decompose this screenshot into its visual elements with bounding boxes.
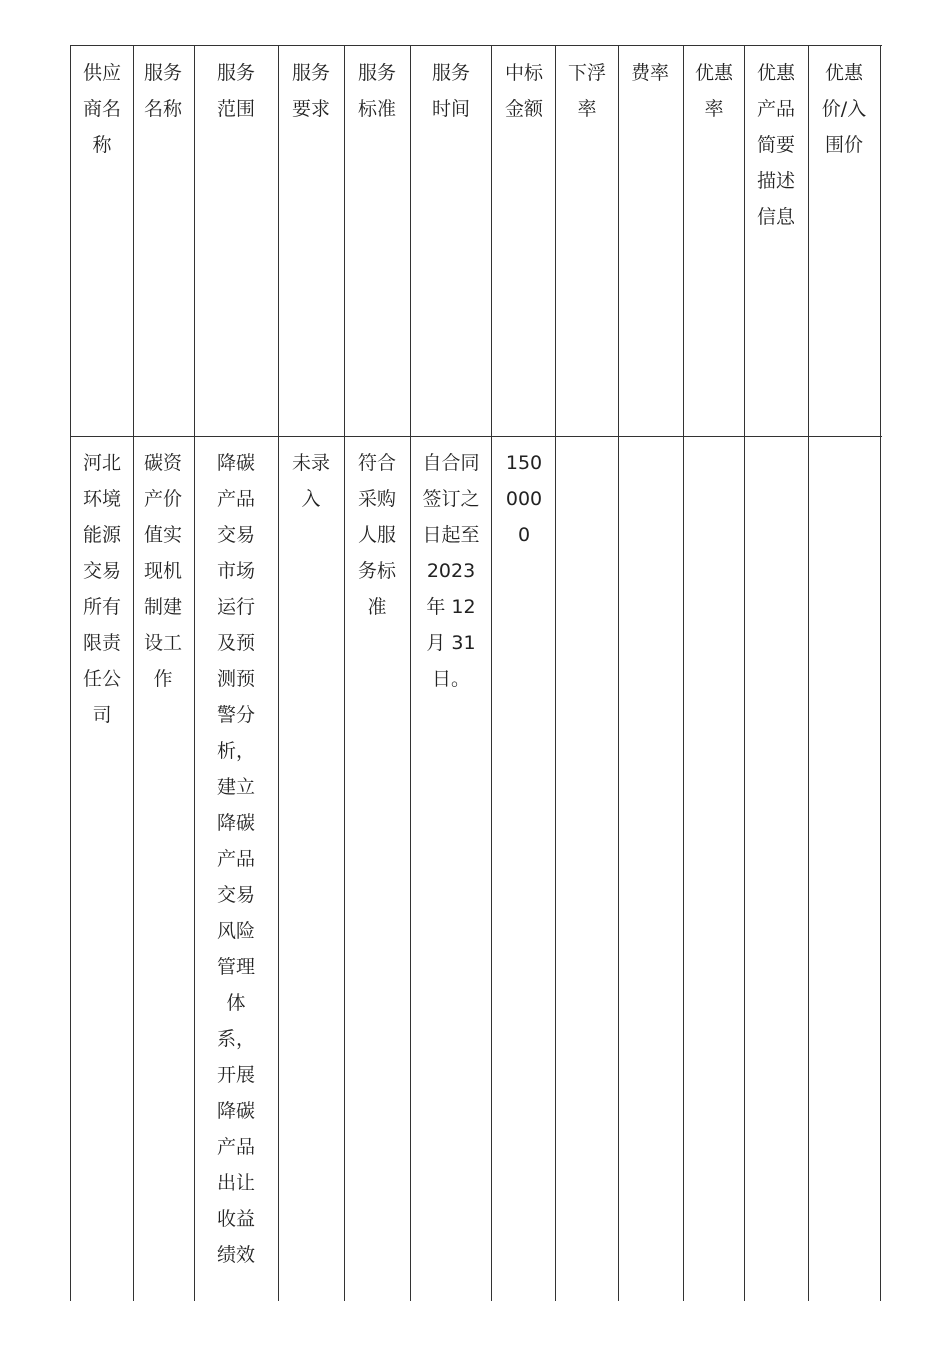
cell-service-requirement: 未录入: [291, 452, 330, 510]
header-fee-rate: 费率: [630, 62, 669, 84]
table-top-border: [70, 45, 882, 46]
col-border-9: [683, 45, 684, 1301]
col-border-0: [70, 45, 71, 1301]
header-service-standard: 服务标准: [357, 62, 396, 120]
col-border-4: [344, 45, 345, 1301]
col-border-1: [133, 45, 134, 1301]
col-border-8: [618, 45, 619, 1301]
col-border-12: [880, 45, 881, 1301]
cell-bid-amount: 1500000: [505, 452, 543, 546]
col-border-6: [491, 45, 492, 1301]
header-preferential-price: 优惠价/入围价: [821, 62, 867, 156]
header-service-scope: 服务范围: [216, 62, 255, 120]
cell-service-name: 碳资产价值实现机制建设工作: [143, 452, 182, 690]
cell-service-time: 自合同签订之日起至 2023 年 12 月 31 日。: [422, 452, 480, 690]
col-border-10: [744, 45, 745, 1301]
header-service-name: 服务名称: [143, 62, 182, 120]
header-service-requirement: 服务要求: [291, 62, 330, 120]
col-border-3: [278, 45, 279, 1301]
header-bottom-border: [70, 436, 882, 437]
col-border-5: [410, 45, 411, 1301]
header-bid-amount: 中标金额: [504, 62, 543, 120]
procurement-table: [70, 45, 882, 1301]
header-preferential-desc: 优惠产品简要描述信息: [756, 62, 795, 228]
col-border-7: [555, 45, 556, 1301]
col-border-11: [808, 45, 809, 1301]
header-discount-rate: 下浮率: [567, 62, 606, 120]
header-service-time: 服务时间: [431, 62, 470, 120]
header-supplier-name: 供应商名称: [82, 62, 121, 156]
header-preferential-rate: 优惠率: [694, 62, 733, 120]
col-border-2: [194, 45, 195, 1301]
cell-supplier: 河北环境能源交易所有限责任公司: [82, 452, 121, 726]
cell-service-standard: 符合采购人服务标准: [357, 452, 396, 618]
cell-service-scope: 降碳产品交易市场运行及预测预警分析，建立降碳产品交易风险管理体系，开展降碳产品出让收益绩效: [216, 452, 255, 1266]
